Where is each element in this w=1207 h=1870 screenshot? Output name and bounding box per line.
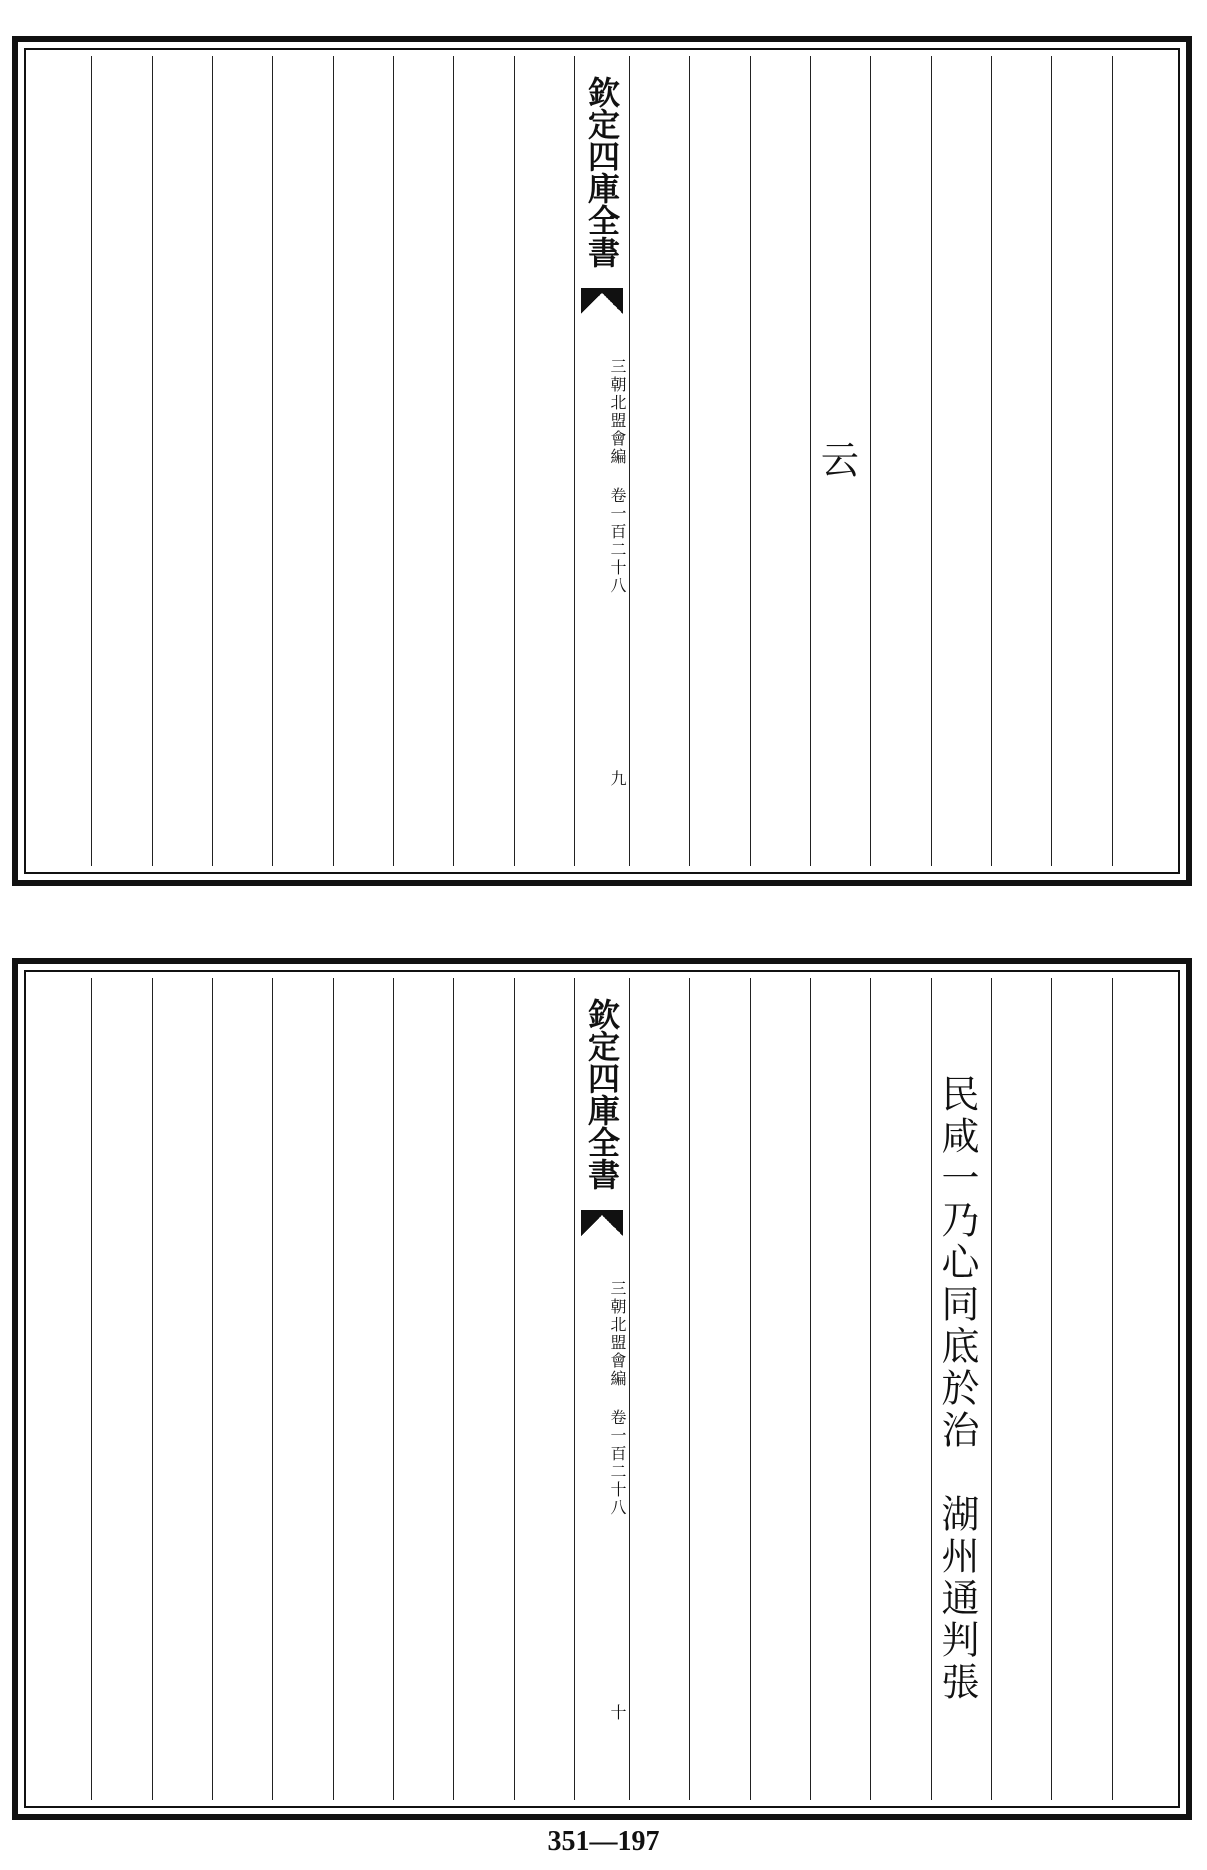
upper-page	[12, 36, 1192, 886]
fish-tail-mark-icon	[581, 1210, 623, 1254]
text-column	[991, 56, 1051, 866]
text-column	[453, 56, 513, 866]
lower-text-columns	[32, 978, 1172, 1800]
text-column	[333, 978, 393, 1800]
text-column	[689, 978, 749, 1800]
text-column	[1112, 978, 1172, 1800]
book-gutter	[574, 56, 629, 866]
text-column	[333, 56, 393, 866]
text-column	[32, 56, 91, 866]
text-column	[91, 978, 151, 1800]
text-column	[870, 56, 930, 866]
gutter-chapter-label: 三朝北盟會編 卷一百二十八	[608, 357, 628, 595]
text-column	[514, 56, 574, 866]
lower-page	[12, 958, 1192, 1820]
text-column	[629, 56, 689, 866]
text-column	[750, 978, 810, 1800]
text-column: 云	[810, 56, 870, 866]
page-number: 351—197	[547, 1826, 660, 1857]
text-column	[212, 56, 272, 866]
text-column	[152, 978, 212, 1800]
text-column	[272, 56, 332, 866]
gutter-folio-number: 九	[608, 770, 628, 786]
text-column	[152, 56, 212, 866]
text-column	[1112, 56, 1172, 866]
upper-text-columns	[32, 56, 1172, 866]
gutter-chapter-label: 三朝北盟會編 卷一百二十八	[608, 1279, 628, 1517]
gutter-book-title: 欽定四庫全書	[583, 76, 622, 268]
text-column	[212, 978, 272, 1800]
text-column	[629, 978, 689, 1800]
text-column	[514, 978, 574, 1800]
text-column	[1051, 56, 1111, 866]
text-column	[750, 56, 810, 866]
text-column	[91, 56, 151, 866]
gutter-book-title: 欽定四庫全書	[583, 998, 622, 1190]
gutter-folio-number: 十	[608, 1704, 628, 1720]
text-column	[870, 978, 930, 1800]
text-column	[393, 978, 453, 1800]
book-gutter	[574, 978, 629, 1800]
text-column	[1051, 978, 1111, 1800]
text-column	[32, 978, 91, 1800]
text-column	[689, 56, 749, 866]
text-column	[272, 978, 332, 1800]
fish-tail-mark-icon	[581, 288, 623, 332]
text-column: 民咸一乃心同底於治 湖州通判張	[931, 978, 991, 1800]
text-column	[991, 978, 1051, 1800]
text-column	[453, 978, 513, 1800]
text-column	[810, 978, 870, 1800]
text-column	[931, 56, 991, 866]
text-column	[393, 56, 453, 866]
